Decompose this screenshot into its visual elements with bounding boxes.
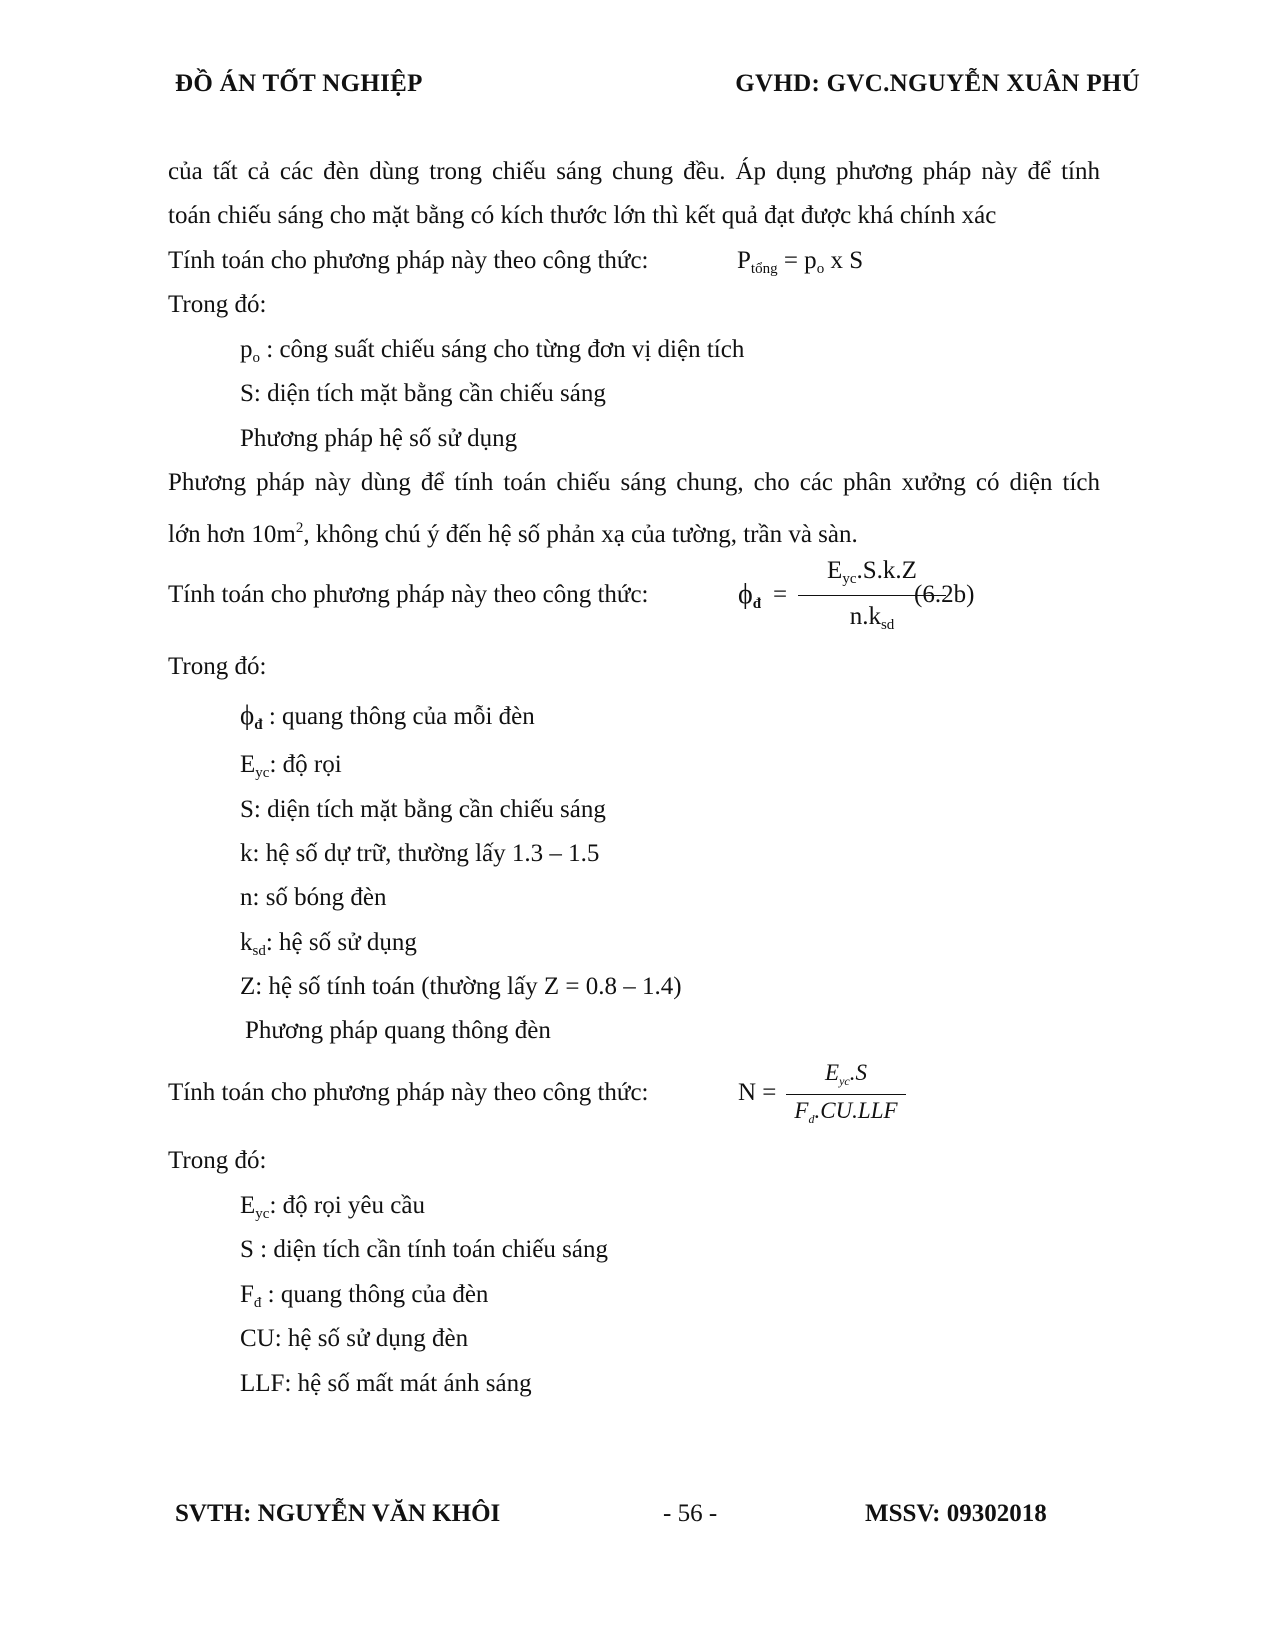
definition-item: $F_đ$ : quang thông của đèn — [240, 1281, 489, 1311]
paragraph-line: của tất cả các đèn dùng trong chiếu sáng chung đều. Áp dụng phương pháp này để tính — [168, 158, 1100, 185]
where-label: Trong đó: — [168, 1147, 267, 1174]
definition-item: LLF: hệ số mất mát ánh sáng — [240, 1370, 532, 1397]
header-title: ĐỒ ÁN TỐT NGHIỆP — [175, 70, 423, 97]
paragraph-line: toán chiếu sáng cho mặt bằng có kích thước lớn thì kết quả đạt được khá chính xác — [168, 202, 997, 229]
definition-item: $p_o$ : công suất chiếu sáng cho từng đơn vị diện tích — [240, 336, 745, 366]
formula-label: Tính toán cho phương pháp này theo công thức: — [168, 1079, 649, 1106]
definition-item: k: hệ số dự trữ, thường lấy 1.3 – 1.5 — [240, 840, 600, 867]
paragraph-line: Phương pháp này dùng để tính toán chiếu sáng chung, cho các phân xưởng có diện tích — [168, 469, 1100, 496]
method-title: Phương pháp hệ số sử dụng — [240, 425, 518, 452]
definition-item: $E_{yc}$: độ rọi — [240, 751, 342, 781]
definition-item: n: số bóng đèn — [240, 884, 387, 911]
page-number: - 56 - — [663, 1500, 718, 1527]
formula-luminous-flux: $\phi_đ$ = $E_{yc}.S.k.Z$ $n.k_{sd}$ (6.2b) — [738, 557, 975, 633]
footer-student: SVTH: NGUYỄN VĂN KHÔI — [175, 1500, 501, 1527]
formula-lamp-count: N = $E_{yc}.S$ $F_d.CU.LLF$ — [738, 1060, 938, 1130]
definition-item: $k_{sd}$: hệ số sử dụng — [240, 929, 417, 959]
formula-label: Tính toán cho phương pháp này theo công thức: — [168, 581, 649, 608]
definition-item: S : diện tích cần tính toán chiếu sáng — [240, 1236, 608, 1263]
where-label: Trong đó: — [168, 653, 267, 680]
equation-number: (6.2b) — [914, 581, 975, 608]
formula-label: Tính toán cho phương pháp này theo công thức: — [168, 247, 649, 274]
method-title: Phương pháp quang thông đèn — [245, 1017, 551, 1044]
formula-total-power: $P_{tổng} = p_o$ x S — [737, 247, 864, 277]
paragraph-line: lớn hơn $10m^2$, không chú ý đến hệ số phản xạ của tường, trần và sàn. — [168, 520, 858, 548]
definition-item: $\phi_đ$ : quang thông của mỗi đèn — [240, 700, 535, 733]
definition-item: $E_{yc}$: độ rọi yêu cầu — [240, 1192, 425, 1222]
where-label: Trong đó: — [168, 291, 267, 318]
definition-item: Z: hệ số tính toán (thường lấy Z = 0.8 – 1.4) — [240, 973, 682, 1000]
footer-student-id: MSSV: 09302018 — [865, 1500, 1047, 1527]
definition-item: CU: hệ số sử dụng đèn — [240, 1325, 469, 1352]
definition-item: S: diện tích mặt bằng cần chiếu sáng — [240, 796, 606, 823]
header-advisor: GVHD: GVC.NGUYỄN XUÂN PHÚ — [735, 70, 1140, 97]
definition-item: S: diện tích mặt bằng cần chiếu sáng — [240, 380, 606, 407]
